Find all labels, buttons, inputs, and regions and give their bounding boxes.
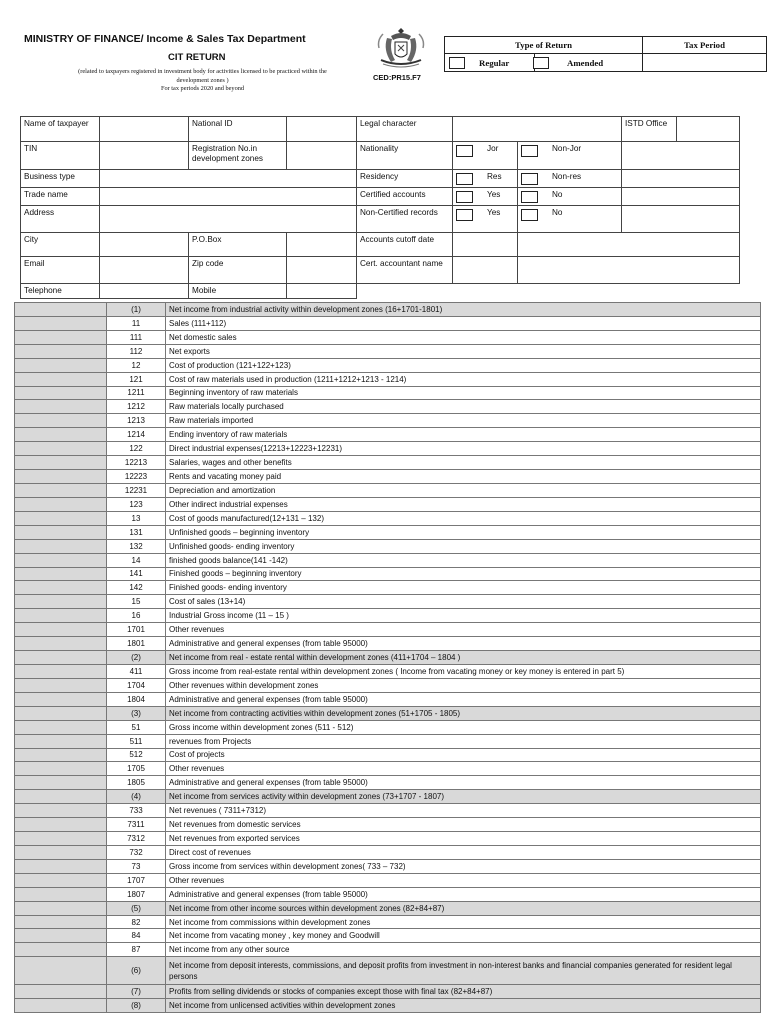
table-row bbox=[15, 400, 761, 414]
line-description: Administrative and general expenses (from table 95000) bbox=[166, 887, 761, 901]
label-istd-office: ISTD Office bbox=[622, 117, 677, 142]
amount-field[interactable] bbox=[15, 303, 107, 317]
line-code: 7312 bbox=[107, 832, 166, 846]
accounts-cutoff-date-field[interactable] bbox=[453, 233, 518, 257]
line-description: Net income from unlicensed activities within development zones bbox=[166, 999, 761, 1013]
table-row bbox=[15, 915, 761, 929]
line-code: 141 bbox=[107, 567, 166, 581]
line-description: Net income from commissions within development zones bbox=[166, 915, 761, 929]
line-code: 87 bbox=[107, 943, 166, 957]
cert-accountant-name-field[interactable] bbox=[453, 257, 518, 284]
line-code: (3) bbox=[107, 706, 166, 720]
certified-extra-field[interactable] bbox=[622, 188, 740, 206]
line-description: Administrative and general expenses (from table 95000) bbox=[166, 692, 761, 706]
line-code: 123 bbox=[107, 497, 166, 511]
line-code: 16 bbox=[107, 609, 166, 623]
table-row bbox=[15, 497, 761, 511]
line-description: Net revenues from domestic services bbox=[166, 818, 761, 832]
line-description: Unfinished goods- ending inventory bbox=[166, 539, 761, 553]
telephone-field[interactable] bbox=[100, 284, 189, 299]
line-description: Administrative and general expenses (from table 95000) bbox=[166, 637, 761, 651]
ministry-title: MINISTRY OF FINANCE/ Income & Sales Tax Department bbox=[24, 33, 306, 45]
line-code: (8) bbox=[107, 999, 166, 1013]
amount-field[interactable] bbox=[15, 859, 107, 873]
table-row bbox=[15, 456, 761, 470]
amount-field[interactable] bbox=[15, 915, 107, 929]
table-row bbox=[15, 734, 761, 748]
table-row bbox=[15, 943, 761, 957]
line-description: Finished goods – beginning inventory bbox=[166, 567, 761, 581]
table-row bbox=[15, 470, 761, 484]
table-row bbox=[15, 957, 761, 985]
line-code: 112 bbox=[107, 344, 166, 358]
residency-extra-field[interactable] bbox=[622, 170, 740, 188]
label-tin: TIN bbox=[21, 142, 100, 170]
trade-name-field[interactable] bbox=[100, 188, 357, 206]
table-row bbox=[15, 525, 761, 539]
line-description: finished goods balance(141 -142) bbox=[166, 553, 761, 567]
non-certified-extra-field[interactable] bbox=[622, 206, 740, 233]
line-code: (2) bbox=[107, 651, 166, 665]
registration-no-field[interactable] bbox=[287, 142, 357, 170]
amount-field[interactable] bbox=[15, 985, 107, 999]
line-code: 1801 bbox=[107, 637, 166, 651]
amount-field[interactable] bbox=[15, 929, 107, 943]
amount-field[interactable] bbox=[15, 818, 107, 832]
no-label: No bbox=[552, 190, 563, 199]
label-non-certified-records: Non-Certified records bbox=[357, 206, 453, 233]
label-registration-no: Registration No.in development zones bbox=[189, 142, 287, 170]
note-line: (related to taxpayers registered in investment body for activities licensed to be practiced within the bbox=[78, 68, 327, 75]
amount-field[interactable] bbox=[15, 330, 107, 344]
city-field[interactable] bbox=[100, 233, 189, 257]
amount-field[interactable] bbox=[15, 832, 107, 846]
form-code: CED:PR15.F7 bbox=[373, 73, 421, 82]
table-row bbox=[15, 358, 761, 372]
amount-field[interactable] bbox=[15, 428, 107, 442]
amount-field[interactable] bbox=[15, 470, 107, 484]
non-jor-label: Non-Jor bbox=[552, 144, 582, 153]
line-code: 131 bbox=[107, 525, 166, 539]
amount-field[interactable] bbox=[15, 539, 107, 553]
label-zip-code: Zip code bbox=[189, 257, 287, 284]
amount-field[interactable] bbox=[15, 511, 107, 525]
non-res-label: Non-res bbox=[552, 172, 582, 181]
line-code: 1804 bbox=[107, 692, 166, 706]
line-description: Cost of goods manufactured(12+131 – 132) bbox=[166, 511, 761, 525]
table-row bbox=[15, 832, 761, 846]
table-row bbox=[15, 651, 761, 665]
tax-period-header: Tax Period bbox=[643, 37, 767, 54]
line-code: 1707 bbox=[107, 873, 166, 887]
line-code: 132 bbox=[107, 539, 166, 553]
table-row bbox=[15, 595, 761, 609]
table-row bbox=[15, 511, 761, 525]
legal-character-field[interactable] bbox=[453, 117, 622, 142]
table-row bbox=[15, 845, 761, 859]
address-field[interactable] bbox=[100, 206, 357, 233]
table-row bbox=[15, 678, 761, 692]
tax-period-field[interactable] bbox=[643, 54, 767, 72]
table-row bbox=[15, 790, 761, 804]
email-field[interactable] bbox=[100, 257, 189, 284]
line-description: Sales (111+112) bbox=[166, 316, 761, 330]
jor-label: Jor bbox=[487, 144, 499, 153]
amount-field[interactable] bbox=[15, 623, 107, 637]
table-row bbox=[15, 372, 761, 386]
amount-field[interactable] bbox=[15, 790, 107, 804]
line-description: Beginning inventory of raw materials bbox=[166, 386, 761, 400]
amount-field[interactable] bbox=[15, 748, 107, 762]
table-row bbox=[15, 985, 761, 999]
line-description: Net income from other income sources within development zones (82+84+87) bbox=[166, 901, 761, 915]
line-code: 11 bbox=[107, 316, 166, 330]
line-description: Net income from services activity within development zones (73+1707 - 1807) bbox=[166, 790, 761, 804]
label-name-of-taxpayer: Name of taxpayer bbox=[21, 117, 100, 142]
res-checkbox[interactable] bbox=[456, 173, 473, 185]
amount-field[interactable] bbox=[15, 456, 107, 470]
business-type-field[interactable] bbox=[100, 170, 357, 188]
amount-field[interactable] bbox=[15, 664, 107, 678]
table-row bbox=[15, 330, 761, 344]
mobile-field[interactable] bbox=[287, 284, 357, 299]
no-label: No bbox=[552, 208, 563, 217]
note-line: development zones ) bbox=[176, 76, 229, 84]
label-mobile: Mobile bbox=[189, 284, 287, 299]
line-code: 14 bbox=[107, 553, 166, 567]
line-code: 12213 bbox=[107, 456, 166, 470]
label-po-box: P.O.Box bbox=[189, 233, 287, 257]
table-row bbox=[15, 887, 761, 901]
amount-field[interactable] bbox=[15, 957, 107, 985]
table-row bbox=[15, 442, 761, 456]
amount-field[interactable] bbox=[15, 525, 107, 539]
applicability-note bbox=[40, 68, 365, 94]
amount-field[interactable] bbox=[15, 497, 107, 511]
line-description: Rents and vacating money paid bbox=[166, 470, 761, 484]
non-certified-yes-checkbox[interactable] bbox=[456, 209, 473, 221]
line-description: Finished goods- ending inventory bbox=[166, 581, 761, 595]
zip-code-field[interactable] bbox=[287, 257, 357, 284]
non-certified-no-checkbox[interactable] bbox=[521, 209, 538, 221]
amount-field[interactable] bbox=[15, 762, 107, 776]
line-code: 1211 bbox=[107, 386, 166, 400]
line-description: Gross income from services within development zones( 733 – 732) bbox=[166, 859, 761, 873]
line-description: Net domestic sales bbox=[166, 330, 761, 344]
amount-field[interactable] bbox=[15, 678, 107, 692]
line-code: 1212 bbox=[107, 400, 166, 414]
amount-field[interactable] bbox=[15, 414, 107, 428]
line-description: Net income from vacating money , key money and Goodwill bbox=[166, 929, 761, 943]
table-row bbox=[15, 692, 761, 706]
table-row bbox=[15, 804, 761, 818]
income-lines-table bbox=[14, 302, 761, 1013]
amount-field[interactable] bbox=[15, 581, 107, 595]
line-code: 51 bbox=[107, 720, 166, 734]
label-legal-character: Legal character bbox=[357, 117, 453, 142]
table-row bbox=[15, 609, 761, 623]
table-row bbox=[15, 929, 761, 943]
table-row bbox=[15, 414, 761, 428]
line-code: 733 bbox=[107, 804, 166, 818]
non-res-checkbox[interactable] bbox=[521, 173, 538, 185]
amount-field[interactable] bbox=[15, 887, 107, 901]
line-description: Other revenues bbox=[166, 873, 761, 887]
amount-field[interactable] bbox=[15, 706, 107, 720]
line-code: 1805 bbox=[107, 776, 166, 790]
amount-field[interactable] bbox=[15, 734, 107, 748]
regular-checkbox[interactable] bbox=[449, 57, 465, 69]
amount-field[interactable] bbox=[15, 442, 107, 456]
label-address: Address bbox=[21, 206, 100, 233]
line-code: 511 bbox=[107, 734, 166, 748]
table-row bbox=[15, 483, 761, 497]
line-description: Net income from real - estate rental within development zones (411+1704 – 1804 ) bbox=[166, 651, 761, 665]
note-line: For tax periods 2020 and beyond bbox=[160, 85, 245, 92]
line-code: (6) bbox=[107, 957, 166, 985]
amount-field[interactable] bbox=[15, 873, 107, 887]
yes-label: Yes bbox=[487, 190, 501, 199]
amount-field[interactable] bbox=[15, 372, 107, 386]
amount-field[interactable] bbox=[15, 483, 107, 497]
certified-yes-checkbox[interactable] bbox=[456, 191, 473, 203]
res-label: Res bbox=[487, 172, 502, 181]
line-code: 13 bbox=[107, 511, 166, 525]
return-type-table bbox=[444, 36, 767, 72]
form-title: CIT RETURN bbox=[168, 52, 226, 63]
line-description: Administrative and general expenses (from table 95000) bbox=[166, 776, 761, 790]
line-description: Net revenues from exported services bbox=[166, 832, 761, 846]
line-code: 1807 bbox=[107, 887, 166, 901]
table-row bbox=[15, 539, 761, 553]
table-row bbox=[15, 567, 761, 581]
istd-office-field[interactable] bbox=[677, 117, 740, 142]
line-code: (4) bbox=[107, 790, 166, 804]
table-row bbox=[15, 999, 761, 1013]
line-code: 82 bbox=[107, 915, 166, 929]
line-description: Raw materials locally purchased bbox=[166, 400, 761, 414]
coat-of-arms-emblem bbox=[373, 24, 429, 70]
name-of-taxpayer-field[interactable] bbox=[100, 117, 189, 142]
table-row bbox=[15, 386, 761, 400]
line-description: Net revenues ( 7311+7312) bbox=[166, 804, 761, 818]
label-city: City bbox=[21, 233, 100, 257]
table-row bbox=[15, 776, 761, 790]
amount-field[interactable] bbox=[15, 637, 107, 651]
amended-checkbox[interactable] bbox=[533, 57, 549, 69]
table-row bbox=[15, 553, 761, 567]
line-description: Ending inventory of raw materials bbox=[166, 428, 761, 442]
line-description: Net income from deposit interests, commissions, and deposit profits from investment in non-interest banks and financial companies generated for resident legal persons bbox=[166, 957, 761, 985]
certified-no-checkbox[interactable] bbox=[521, 191, 538, 203]
table-row bbox=[15, 818, 761, 832]
line-description: Industrial Gross income (11 – 15 ) bbox=[166, 609, 761, 623]
line-description: Net income from any other source bbox=[166, 943, 761, 957]
label-email: Email bbox=[21, 257, 100, 284]
amount-field[interactable] bbox=[15, 776, 107, 790]
taxpayer-info-table bbox=[20, 116, 740, 299]
amount-field[interactable] bbox=[15, 316, 107, 330]
line-description: Other revenues within development zones bbox=[166, 678, 761, 692]
line-code: (1) bbox=[107, 303, 166, 317]
table-row bbox=[15, 901, 761, 915]
line-description: Cost of raw materials used in production (1211+1212+1213 - 1214) bbox=[166, 372, 761, 386]
line-description: Cost of production (121+122+123) bbox=[166, 358, 761, 372]
regular-label: Regular bbox=[479, 57, 510, 68]
amount-field[interactable] bbox=[15, 400, 107, 414]
line-description: Depreciation and amortization bbox=[166, 483, 761, 497]
nationality-extra-field[interactable] bbox=[622, 142, 740, 170]
line-description: Raw materials imported bbox=[166, 414, 761, 428]
table-row bbox=[15, 873, 761, 887]
amount-field[interactable] bbox=[15, 901, 107, 915]
line-description: Cost of projects bbox=[166, 748, 761, 762]
line-description: revenues from Projects bbox=[166, 734, 761, 748]
line-description: Other indirect industrial expenses bbox=[166, 497, 761, 511]
table-row bbox=[15, 581, 761, 595]
amount-field[interactable] bbox=[15, 692, 107, 706]
table-row bbox=[15, 303, 761, 317]
line-code: 121 bbox=[107, 372, 166, 386]
label-accounts-cutoff-date: Accounts cutoff date bbox=[357, 233, 453, 257]
line-code: 142 bbox=[107, 581, 166, 595]
line-description: Gross income from real-estate rental within development zones ( Income from vacating money or key money is entered in part 5) bbox=[166, 664, 761, 678]
line-code: (5) bbox=[107, 901, 166, 915]
national-id-field[interactable] bbox=[287, 117, 357, 142]
accounts-cutoff-extra-field[interactable] bbox=[518, 233, 740, 257]
line-description: Net income from industrial activity within development zones (16+1701-1801) bbox=[166, 303, 761, 317]
table-row bbox=[15, 316, 761, 330]
table-row bbox=[15, 706, 761, 720]
line-description: Salaries, wages and other benefits bbox=[166, 456, 761, 470]
line-description: Direct industrial expenses(12213+12223+12231) bbox=[166, 442, 761, 456]
table-row bbox=[15, 664, 761, 678]
table-row bbox=[15, 720, 761, 734]
line-code: 512 bbox=[107, 748, 166, 762]
non-jor-checkbox[interactable] bbox=[521, 145, 538, 157]
label-cert-accountant-name: Cert. accountant name bbox=[357, 257, 453, 284]
jor-checkbox[interactable] bbox=[456, 145, 473, 157]
line-code: 411 bbox=[107, 664, 166, 678]
amount-field[interactable] bbox=[15, 943, 107, 957]
line-code: 12 bbox=[107, 358, 166, 372]
type-of-return-header: Type of Return bbox=[445, 37, 643, 54]
label-certified-accounts: Certified accounts bbox=[357, 188, 453, 206]
line-code: 12223 bbox=[107, 470, 166, 484]
amount-field[interactable] bbox=[15, 999, 107, 1013]
line-code: 15 bbox=[107, 595, 166, 609]
line-description: Direct cost of revenues bbox=[166, 845, 761, 859]
line-code: 73 bbox=[107, 859, 166, 873]
amount-field[interactable] bbox=[15, 595, 107, 609]
amount-field[interactable] bbox=[15, 609, 107, 623]
line-code: (7) bbox=[107, 985, 166, 999]
line-code: 7311 bbox=[107, 818, 166, 832]
line-description: Gross income within development zones (511 - 512) bbox=[166, 720, 761, 734]
line-code: 732 bbox=[107, 845, 166, 859]
label-business-type: Business type bbox=[21, 170, 100, 188]
line-code: 84 bbox=[107, 929, 166, 943]
label-telephone: Telephone bbox=[21, 284, 100, 299]
amount-field[interactable] bbox=[15, 804, 107, 818]
line-description: Other revenues bbox=[166, 762, 761, 776]
table-row bbox=[15, 637, 761, 651]
amount-field[interactable] bbox=[15, 358, 107, 372]
line-description: Net exports bbox=[166, 344, 761, 358]
line-code: 1213 bbox=[107, 414, 166, 428]
label-national-id: National ID bbox=[189, 117, 287, 142]
po-box-field[interactable] bbox=[287, 233, 357, 257]
table-row bbox=[15, 344, 761, 358]
amount-field[interactable] bbox=[15, 344, 107, 358]
yes-label: Yes bbox=[487, 208, 501, 217]
tin-field[interactable] bbox=[100, 142, 189, 170]
line-description: Cost of sales (13+14) bbox=[166, 595, 761, 609]
line-description: Profits from selling dividends or stocks of companies except those with final tax (82+84+87) bbox=[166, 985, 761, 999]
line-description: Other revenues bbox=[166, 623, 761, 637]
table-row bbox=[15, 859, 761, 873]
table-row bbox=[15, 748, 761, 762]
amount-field[interactable] bbox=[15, 567, 107, 581]
line-code: 1705 bbox=[107, 762, 166, 776]
line-code: 1701 bbox=[107, 623, 166, 637]
table-row bbox=[15, 428, 761, 442]
line-code: 12231 bbox=[107, 483, 166, 497]
label-residency: Residency bbox=[357, 170, 453, 188]
line-code: 1704 bbox=[107, 678, 166, 692]
line-description: Unfinished goods – beginning inventory bbox=[166, 525, 761, 539]
label-trade-name: Trade name bbox=[21, 188, 100, 206]
amount-field[interactable] bbox=[15, 651, 107, 665]
line-code: 1214 bbox=[107, 428, 166, 442]
amount-field[interactable] bbox=[15, 553, 107, 567]
line-code: 122 bbox=[107, 442, 166, 456]
table-row bbox=[15, 762, 761, 776]
amount-field[interactable] bbox=[15, 720, 107, 734]
line-code: 111 bbox=[107, 330, 166, 344]
amount-field[interactable] bbox=[15, 845, 107, 859]
amended-label: Amended bbox=[567, 57, 604, 68]
table-row bbox=[15, 623, 761, 637]
cert-accountant-extra-field[interactable] bbox=[518, 257, 740, 284]
label-nationality: Nationality bbox=[357, 142, 453, 170]
line-description: Net income from contracting activities within development zones (51+1705 - 1805) bbox=[166, 706, 761, 720]
amount-field[interactable] bbox=[15, 386, 107, 400]
